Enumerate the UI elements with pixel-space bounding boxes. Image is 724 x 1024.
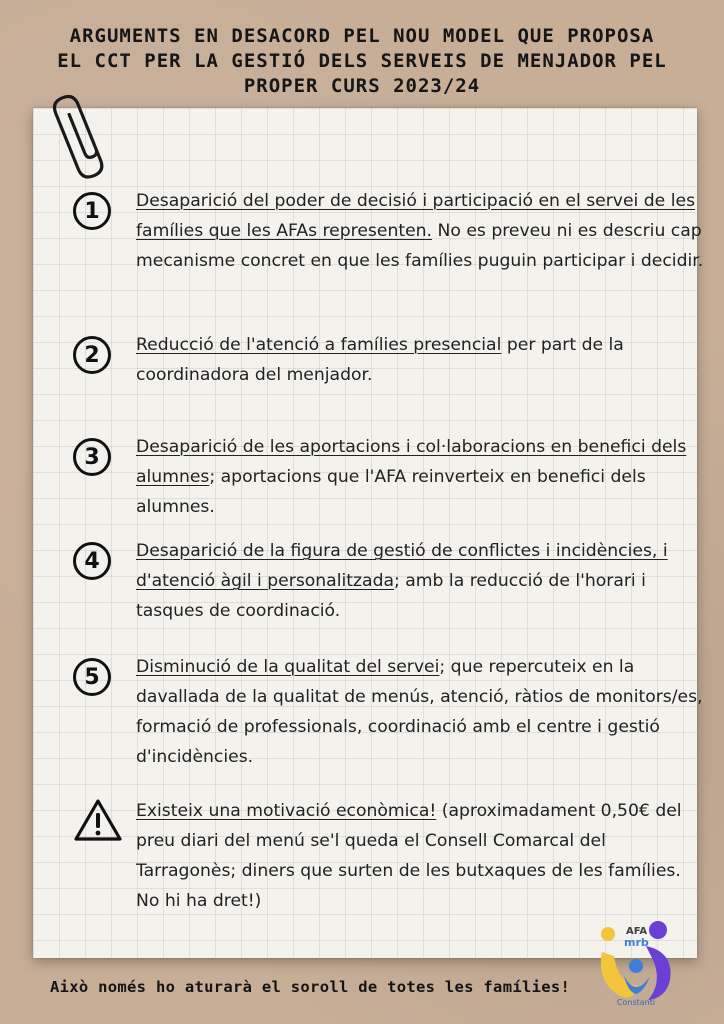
argument-body-1: No es preveu ni es descriu cap mecanisme concret en que les famílies puguin participar i decidir. bbox=[136, 221, 704, 271]
argument-heading-3: Desaparició de les aportacions i col·laboracions en benefici dels alumnes bbox=[136, 437, 687, 487]
number-badge-3: 3 bbox=[73, 438, 111, 476]
argument-heading-1: Desaparició del poder de decisió i participació en el servei de les famílies que les AFAs representen. bbox=[136, 191, 696, 241]
paperclip-icon bbox=[50, 88, 114, 184]
logo-line-1: AFA bbox=[626, 926, 648, 937]
argument-text-4 bbox=[136, 536, 708, 626]
argument-heading-2: Reducció de l'atenció a famílies presencial bbox=[136, 335, 502, 355]
argument-text-3 bbox=[136, 432, 708, 522]
footer-slogan: Això només ho aturarà el soroll de totes les famílies! bbox=[50, 978, 571, 996]
argument-body-2: per part de la coordinadora del menjador. bbox=[136, 335, 624, 385]
number-badge-5: 5 bbox=[73, 658, 111, 696]
argument-text-1 bbox=[136, 186, 708, 276]
argument-body-5: ; que repercuteix en la davallada de la qualitat de menús, atenció, ràtios de monitors/es, formació de professionals, coordinació amb el centre i gestió d'incidències. bbox=[136, 657, 703, 767]
argument-heading-4: Desaparició de la figura de gestió de conflictes i incidències, i d'atenció àgil i personalitzada bbox=[136, 541, 668, 591]
argument-heading-5: Disminució de la qualitat del servei bbox=[136, 657, 440, 677]
warning-body: (aproximadament 0,50€ del preu diari del menú se'l queda el Consell Comarcal del Tarragonès; diners que surten de les butxaques de les famílies. No hi ha dret!) bbox=[136, 801, 682, 911]
number-badge-4: 4 bbox=[73, 542, 111, 580]
number-badge-2: 2 bbox=[73, 336, 111, 374]
afa-logo bbox=[596, 912, 678, 1008]
warning-text bbox=[136, 796, 708, 916]
argument-text-2 bbox=[136, 330, 708, 390]
header-line-3: PROPER CURS 2023/24 bbox=[243, 75, 481, 97]
logo-line-2: mrb bbox=[624, 936, 649, 949]
logo-caption: Constantí bbox=[616, 998, 656, 1007]
header-line-2: EL CCT PER LA GESTIÓ DELS SERVEIS DE MENJADOR PEL bbox=[57, 50, 667, 72]
argument-body-4: ; amb la reducció de l'horari i tasques de coordinació. bbox=[136, 571, 646, 621]
argument-body-3: ; aportacions que l'AFA reinverteix en benefici dels alumnes. bbox=[136, 467, 646, 517]
page-header bbox=[40, 24, 684, 99]
grid-paper-sheet bbox=[33, 108, 704, 958]
warning-heading: Existeix una motivació econòmica! bbox=[136, 801, 437, 821]
number-badge-1: 1 bbox=[73, 192, 111, 230]
argument-text-5 bbox=[136, 652, 708, 772]
warning-triangle-icon bbox=[73, 798, 123, 842]
header-line-1: ARGUMENTS EN DESACORD PEL NOU MODEL QUE PROPOSA bbox=[69, 25, 655, 47]
